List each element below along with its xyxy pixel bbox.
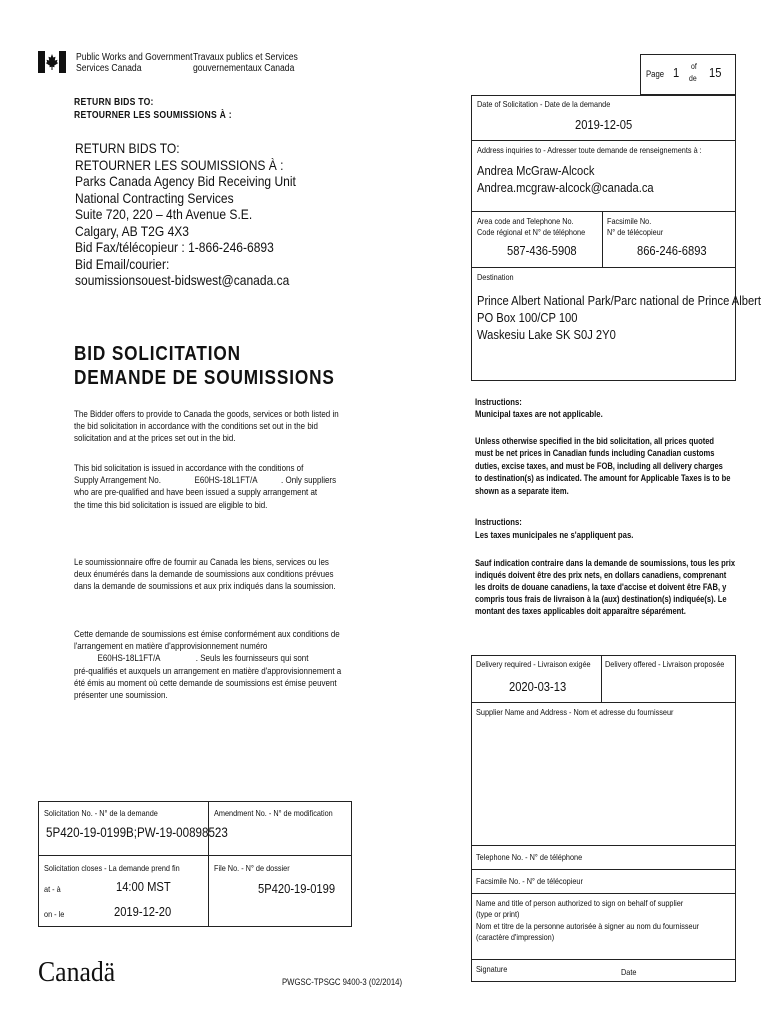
date-of-solicitation-value: 2019-12-05 <box>575 117 633 132</box>
bid-email: soumissionsouest-bidswest@canada.ca <box>75 272 290 288</box>
address-line: Bid Fax/télécopieur : 1-866-246-6893 <box>75 239 274 255</box>
supplier-name-label: Supplier Name and Address - Nom et adresse du fournisseur <box>476 707 674 717</box>
instructions-fr-para: Sauf indication contraire dans la demande de soumissions, tous les prix indiqués doivent être des prix nets, en dollars canadiens, comprenant les droits de douane canadiens, la taxe d'accise et doivent être FAB, y compris tous frais de livraison à la (aux) destination(s) indiquée(s). Le montant des taxes applicables doit apparaître séparément. <box>475 558 736 617</box>
dept-name-fr-1: Travaux publics et Services <box>193 52 298 63</box>
page-number: 1 <box>673 65 680 80</box>
form-id: PWGSC-TPSGC 9400-3 (02/2014) <box>282 977 403 987</box>
body-en-p2 <box>74 463 360 512</box>
instructions-en-para: Unless otherwise specified in the bid solicitation, all prices quoted must be net prices in Canadian funds including Canadian customs duties, excise taxes, and must be FOB, including all delivery charges to destination(s) as indicated. The amount for Applicable Taxes is to be shown as a separate item. <box>475 436 731 496</box>
fax-label-fr: N° de télécopieur <box>607 227 664 237</box>
sa-label: Supply Arrangement No. <box>74 475 161 487</box>
authorized-person-label: Nom et titre de la personne autorisée à signer au nom du fournisseur <box>476 921 700 931</box>
signature-label: Signature <box>476 964 508 974</box>
inquiries-label: Address inquiries to - Adresser toute demande de renseignements à : <box>477 145 702 155</box>
body-en-p1: The Bidder offers to provide to Canada the goods, services or both listed in the bid solicitation in accordance with the conditions set out in the bid solicitation and at the prices set out in the bid. <box>74 409 339 445</box>
body-fr-p2-text: Cette demande de soumissions est émise conformément aux conditions de l'arrangement en matière d'approvisionnement numéro <box>74 629 340 653</box>
body-en-p2-line: This bid solicitation is issued in accordance with the conditions of <box>74 463 304 474</box>
authorized-person-label: Name and title of person authorized to sign on behalf of supplier <box>476 898 684 908</box>
solicitation-no-value: 5P420-19-0199B;PW-19-00898523 <box>46 825 228 840</box>
closing-time: 14:00 MST <box>116 879 171 894</box>
phone-label-fr: Code régional et N° de téléphone <box>477 227 586 237</box>
return-heading-fr: RETOURNER LES SOUMISSIONS À : <box>74 110 232 121</box>
de-label: de <box>689 74 697 83</box>
at-label: at - à <box>44 884 61 894</box>
delivery-required-value: 2020-03-13 <box>509 679 567 694</box>
fax-value: 866-246-6893 <box>637 243 707 258</box>
amendment-no-label: Amendment No. - N° de modification <box>214 808 333 818</box>
of-label: of <box>691 62 697 71</box>
body-fr-p2-text: pré-qualifiés et auxquels un arrangement en matière d'approvisionnement a été émis au moment où cette demande de soumissions est émise peuvent présenter une soumission. <box>74 665 342 702</box>
address-line: RETOURNER LES SOUMISSIONS À : <box>75 156 284 173</box>
on-label: on - le <box>44 909 65 919</box>
canada-flag-icon <box>38 51 66 73</box>
address-line: Calgary, AB T2G 4X3 <box>75 222 190 239</box>
delivery-required-label: Delivery required - Livraison exigée <box>476 659 591 669</box>
dept-name-fr-2: gouvernementaux Canada <box>193 63 295 74</box>
body-fr-p2-line <box>74 653 347 665</box>
instructions-en-line: Municipal taxes are not applicable. <box>475 409 603 419</box>
authorized-person-label: (caractère d'impression) <box>476 932 555 942</box>
body-fr-p2 <box>74 629 347 702</box>
destination-line: Prince Albert National Park/Parc national de Prince Albert <box>477 293 762 308</box>
sa-number: E60HS-18L1FT/A <box>194 475 258 487</box>
sa-number-fr: E60HS-18L1FT/A <box>97 653 161 665</box>
phone-label-en: Area code and Telephone No. <box>477 216 574 226</box>
address-line: National Contracting Services <box>75 189 234 206</box>
title-fr: DEMANDE DE SOUMISSIONS <box>74 367 335 389</box>
page-total: 15 <box>709 65 722 80</box>
body-en-p2-line <box>74 475 360 487</box>
instructions-heading-fr: Instructions: <box>475 517 522 527</box>
instructions-fr-line: Les taxes municipales ne s'appliquent pas. <box>475 530 634 540</box>
supplier-fax-label: Facsimile No. - N° de télécopieur <box>476 876 583 886</box>
title-en: BID SOLICITATION <box>74 343 241 365</box>
contact-email: Andrea.mcgraw-alcock@canada.ca <box>477 180 654 195</box>
canada-wordmark: Canadä <box>38 957 116 988</box>
dept-name-en-1: Public Works and Government <box>76 52 193 63</box>
dept-name-en-2: Services Canada <box>76 63 142 74</box>
phone-value: 587-436-5908 <box>507 243 577 258</box>
sa-tail: . Only suppliers <box>281 475 337 487</box>
closes-label: Solicitation closes - La demande prend fin <box>44 863 180 873</box>
address-line: Bid Email/courier: <box>75 255 170 272</box>
address-line: RETURN BIDS TO: <box>75 140 180 156</box>
contact-name: Andrea McGraw-Alcock <box>477 163 595 178</box>
address-line: Suite 720, 220 – 4th Avenue S.E. <box>75 206 253 222</box>
address-line: Parks Canada Agency Bid Receiving Unit <box>75 173 296 189</box>
supplier-tel-label: Telephone No. - N° de téléphone <box>476 852 583 862</box>
fax-label-en: Facsimile No. <box>607 216 652 226</box>
body-en-p2-line: the time this bid solicitation is issued are eligible to bid. <box>74 499 268 511</box>
delivery-offered-label: Delivery offered - Livraison proposée <box>605 659 725 669</box>
signature-date-label: Date <box>621 967 637 977</box>
destination-line: PO Box 100/CP 100 <box>477 310 578 325</box>
file-no-value: 5P420-19-0199 <box>258 881 336 896</box>
page-label: Page <box>646 69 665 79</box>
sa-tail-fr: . Seuls les fournisseurs qui sont <box>195 653 309 665</box>
solicitation-no-label: Solicitation No. - N° de la demande <box>44 808 158 818</box>
body-fr-p1: Le soumissionnaire offre de fournir au Canada les biens, services ou les deux énumérés dans la demande de soumissions aux conditions prévues dans la demande de soumissions et aux prix indiqués dans la soumission. <box>74 557 336 593</box>
date-of-solicitation-label: Date of Solicitation - Date de la demande <box>477 99 611 109</box>
body-en-p2-line: who are pre-qualified and have been issued a supply arrangement at <box>74 487 318 499</box>
authorized-person-label: (type or print) <box>476 909 520 919</box>
destination-line: Waskesiu Lake SK S0J 2Y0 <box>477 327 616 342</box>
destination-label: Destination <box>477 272 514 282</box>
return-heading-en: RETURN BIDS TO: <box>74 97 154 108</box>
instructions-heading-en: Instructions: <box>475 397 522 407</box>
file-no-label: File No. - N° de dossier <box>214 863 290 873</box>
closing-date: 2019-12-20 <box>114 904 172 919</box>
